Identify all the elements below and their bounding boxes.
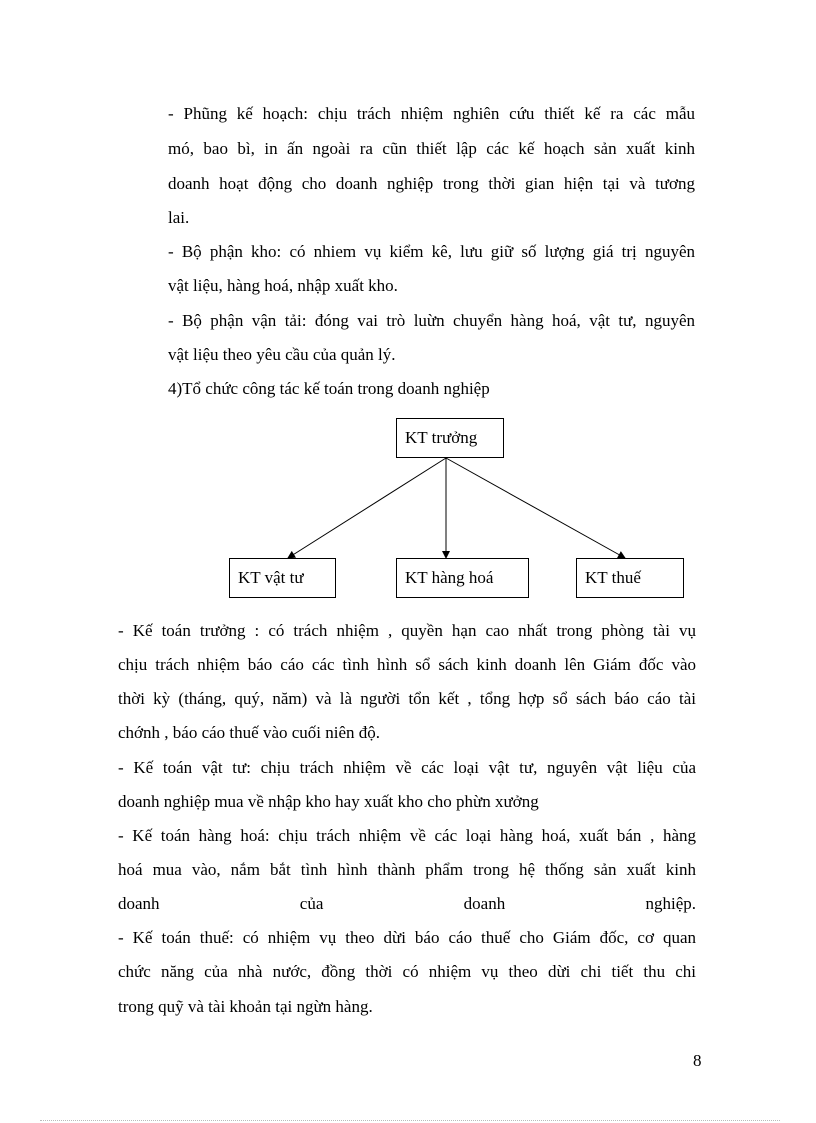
org-box-kt-vat-tu: [229, 558, 336, 598]
text-line: - Phũng kế hoạch: chịu trách nhiệm nghiên cứu thiết kế ra các mẫu: [168, 104, 695, 123]
org-box-kt-hang-hoa: [396, 558, 529, 598]
text-line: chức năng của nhà nước, đồng thời có nhiệm vụ theo dừi chi tiết thu chi: [118, 962, 696, 981]
org-box-kt-truong: [396, 418, 504, 458]
connector-to-thue: [446, 458, 625, 558]
org-box-label: KT vật tư: [238, 568, 304, 587]
text-line: doanh của doanh nghiệp.: [118, 894, 696, 913]
text-line: thời kỳ (tháng, quý, năm) và là người tổn kết , tổng hợp sổ sách báo cáo tài: [118, 689, 696, 708]
section-heading: 4)Tổ chức công tác kế toán trong doanh nghiệp: [168, 379, 490, 398]
org-box-kt-thue: [576, 558, 684, 598]
text-line: vật liệu theo yêu cầu của quản lý.: [168, 345, 396, 364]
text-line: - Kế toán vật tư: chịu trách nhiệm về các loại vật tư, nguyên vật liệu của: [118, 758, 696, 777]
org-box-label: KT hàng hoá: [405, 568, 494, 587]
text-line: - Kế toán hàng hoá: chịu trách nhiệm về các loại hàng hoá, xuất bán , hàng: [118, 826, 696, 845]
page-number: 8: [693, 1051, 702, 1070]
page-bottom-border: [40, 1120, 780, 1121]
text-line: hoá mua vào, nắm bắt tình hình thành phẩm trong hệ thống sản xuất kinh: [118, 860, 696, 879]
org-box-label: KT thuế: [585, 568, 641, 587]
org-box-label: KT trưởng: [405, 428, 478, 447]
text-line: - Bộ phận kho: có nhiem vụ kiểm kê, lưu giữ số lượng giá trị nguyên: [168, 242, 695, 261]
text-line: - Kế toán thuế: có nhiệm vụ theo dừi báo cáo thuế cho Giám đốc, cơ quan: [118, 928, 696, 947]
text-line: chớnh , báo cáo thuế vào cuối niên độ.: [118, 723, 381, 742]
text-line: - Kế toán trưởng : có trách nhiệm , quyền hạn cao nhất trong phòng tài vụ: [118, 621, 696, 640]
text-line: lai.: [168, 208, 190, 227]
text-line: doanh hoạt động cho doanh nghiệp trong thời gian hiện tại và tương: [168, 174, 695, 193]
text-line: mó, bao bì, in ấn ngoài ra cũn thiết lập các kế hoạch sản xuất kinh: [168, 139, 695, 158]
text-line: chịu trách nhiệm báo cáo các tình hình sổ sách kinh doanh lên Giám đốc vào: [118, 655, 696, 674]
text-line: doanh nghiệp mua về nhập kho hay xuất kho cho phừn xưởng: [118, 792, 539, 811]
text-line: trong quỹ và tài khoản tại ngừn hàng.: [118, 997, 373, 1016]
connector-to-vat-tu: [288, 458, 446, 558]
text-line: - Bộ phận vận tải: đóng vai trò luừn chuyển hàng hoá, vật tư, nguyên: [168, 311, 695, 330]
text-line: vật liệu, hàng hoá, nhập xuất kho.: [168, 276, 398, 295]
